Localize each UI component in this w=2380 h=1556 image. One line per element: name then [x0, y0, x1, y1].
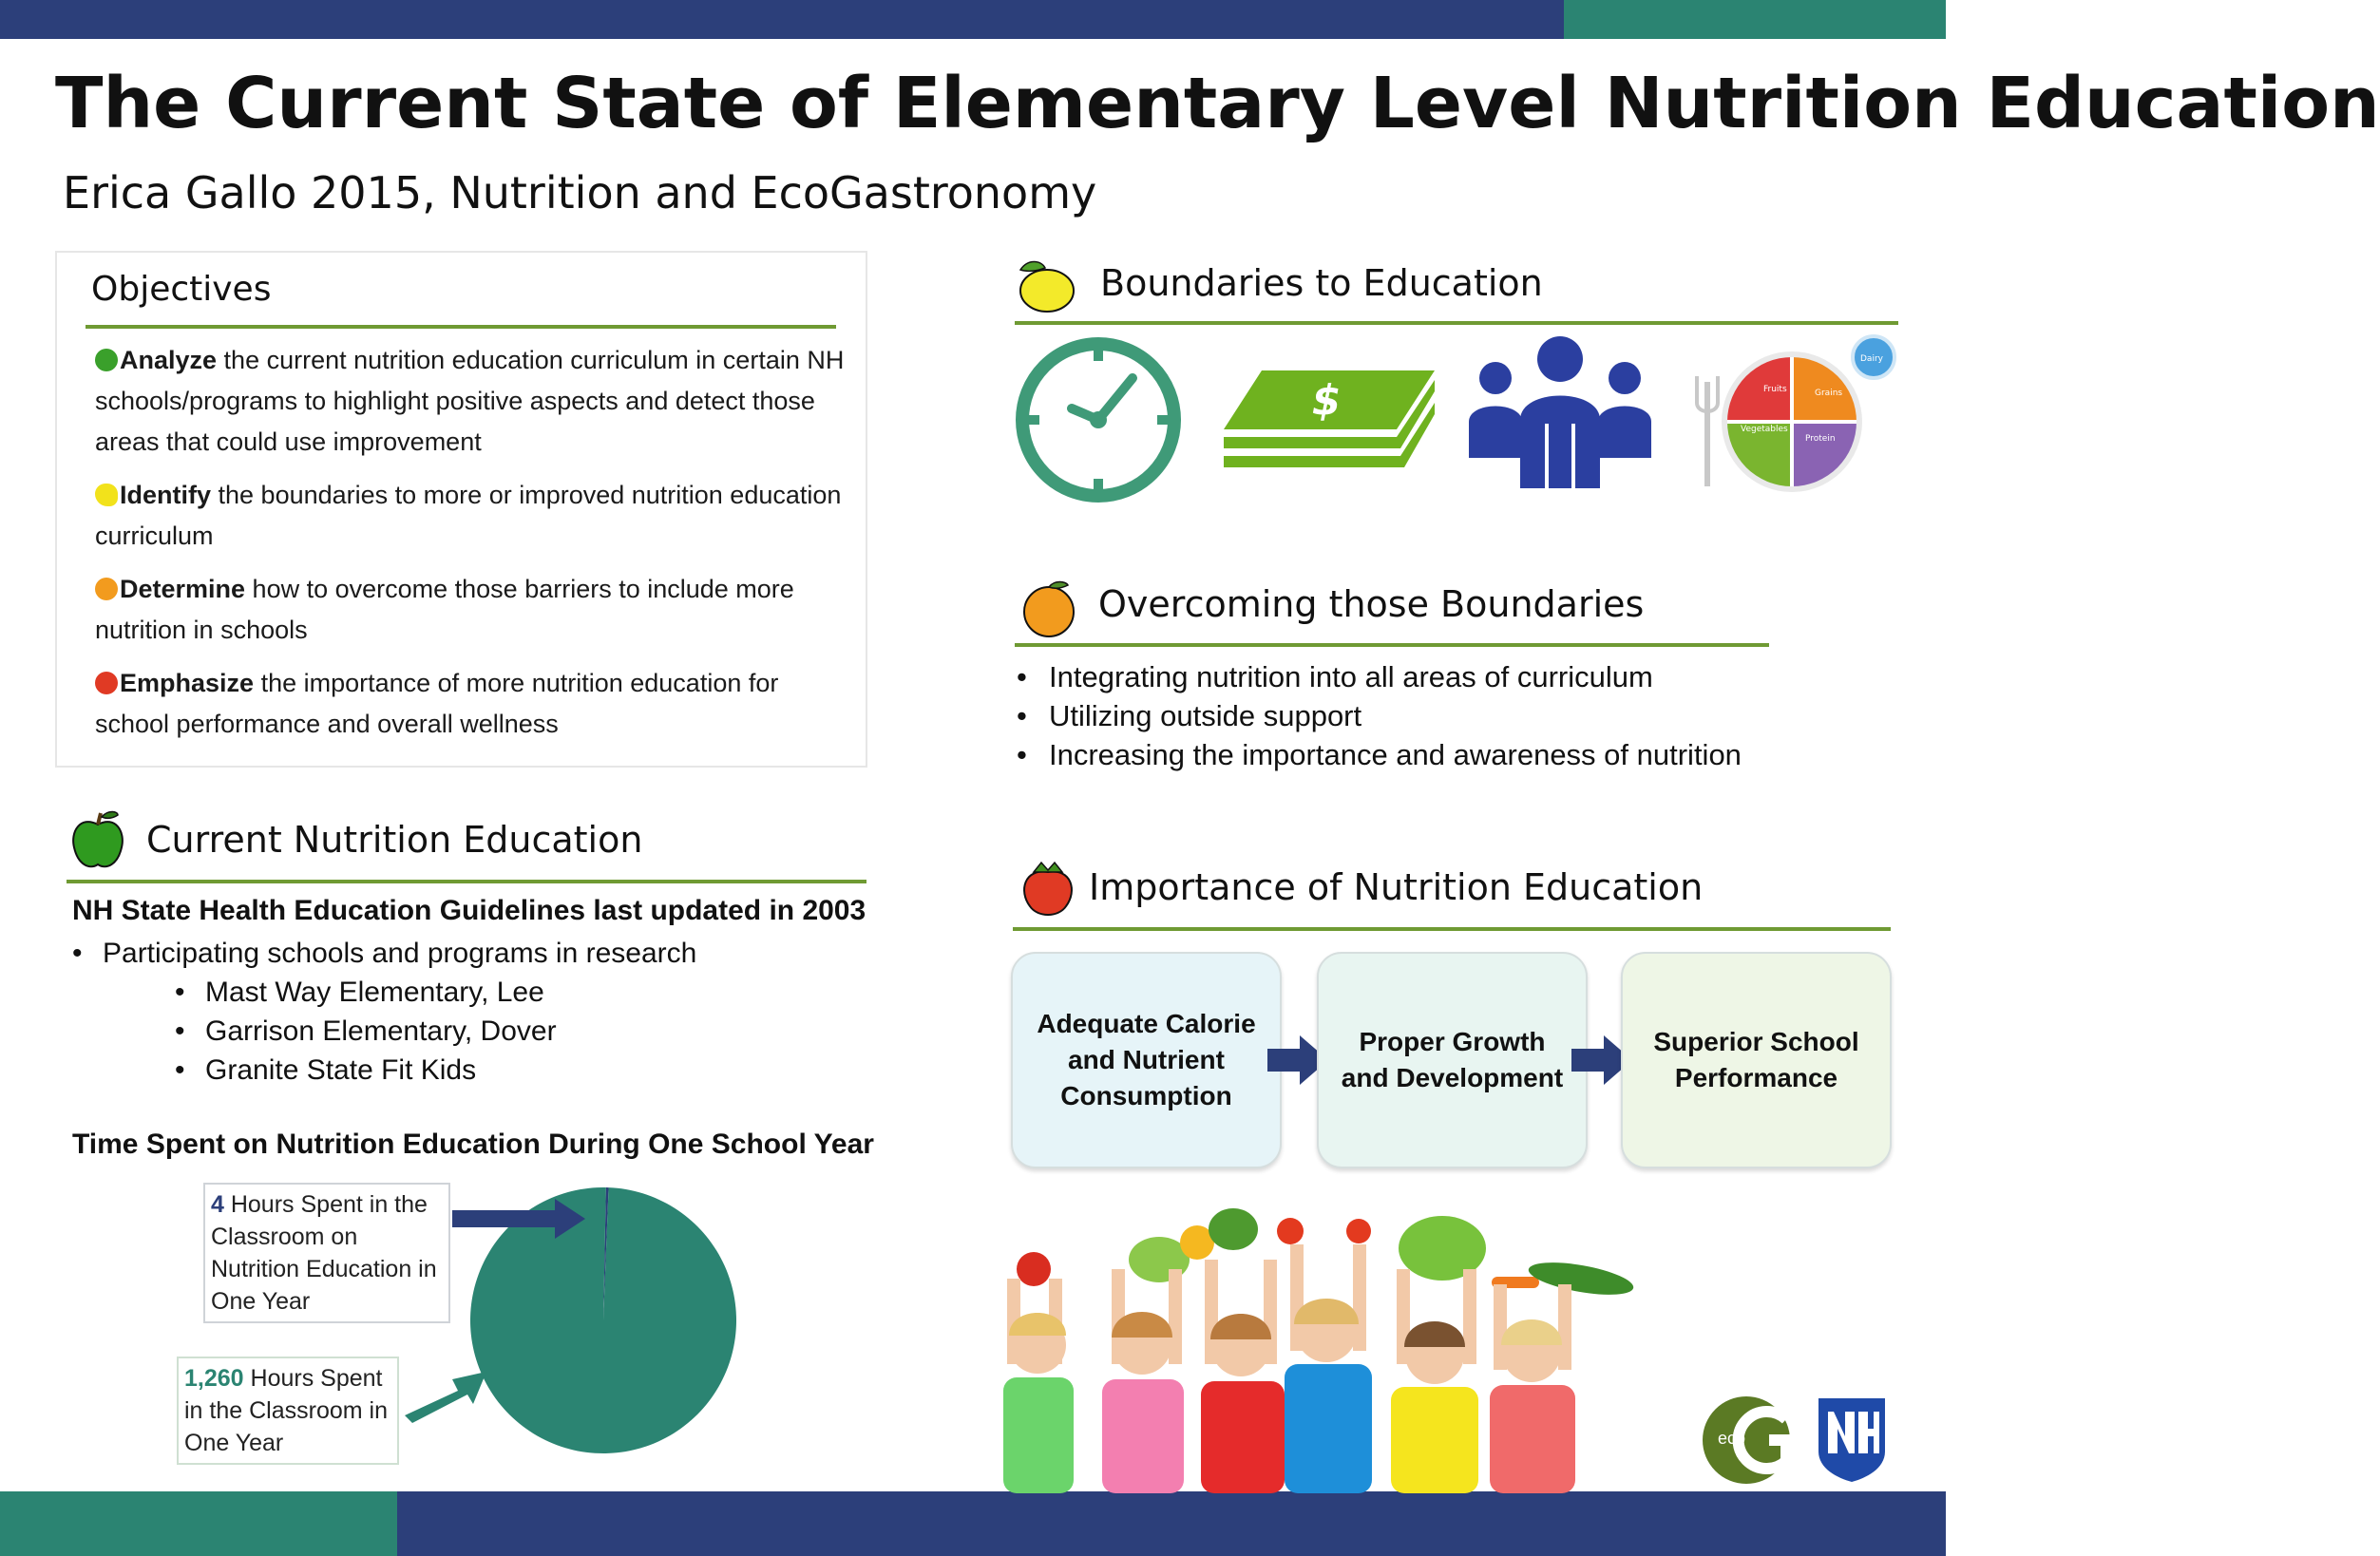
research-bullet: • Participating schools and programs in research — [72, 934, 696, 973]
plate-label: Vegetables — [1741, 425, 1788, 434]
plate-label: Grains — [1815, 389, 1843, 398]
callout-text: Hours Spent in the Classroom on Nutrition Education in One Year — [211, 1191, 437, 1315]
callout-arrow-small — [452, 1195, 595, 1243]
money-icon — [1224, 370, 1435, 477]
flow-step-label: Superior School Performance — [1653, 1027, 1859, 1092]
flow-step-label: Adequate Calorie and Nutrient Consumption — [1037, 1009, 1256, 1110]
callout-value: 4 — [211, 1191, 224, 1218]
poster-title: The Current State of Elementary Level Nutrition Education — [55, 63, 2380, 144]
objectives-heading: Objectives — [91, 270, 272, 309]
school-list — [175, 973, 557, 1090]
strawberry-icon — [1019, 859, 1077, 921]
eco-logo-text: eco — [1718, 1429, 1746, 1448]
current-nutrition-rule — [67, 880, 866, 883]
objective-item — [95, 569, 855, 651]
top-banner-accent — [1564, 0, 1946, 39]
callout-text: Hours Spent in the Classroom in One Year — [184, 1365, 388, 1456]
school-item: • Granite State Fit Kids — [175, 1051, 557, 1090]
eco-g-mark — [1748, 1402, 1792, 1478]
overcoming-item: • Increasing the importance and awareness of nutrition — [1017, 735, 1742, 774]
callout-total-hours — [177, 1357, 399, 1465]
lemon-icon — [95, 484, 118, 506]
importance-heading: Importance of Nutrition Education — [1089, 866, 1704, 908]
importance-rule — [1013, 927, 1891, 931]
plate-label: Fruits — [1763, 385, 1787, 394]
top-banner-bar — [0, 0, 1564, 39]
overcoming-item: • Integrating nutrition into all areas of curriculum — [1017, 657, 1742, 696]
poster-subtitle: Erica Gallo 2015, Nutrition and EcoGastronomy — [63, 167, 1097, 218]
callout-arrow-large — [399, 1357, 494, 1425]
orange-icon — [95, 578, 118, 600]
svg-text:$: $ — [1311, 376, 1342, 425]
objective-item — [95, 663, 855, 745]
flow-step-nutrition — [1011, 952, 1282, 1168]
guidelines-subheading: NH State Health Education Guidelines last updated in 2003 — [72, 895, 866, 926]
objective-verb: Emphasize — [120, 669, 255, 697]
strawberry-icon — [95, 672, 118, 694]
objective-text: the boundaries to more or improved nutrition education curriculum — [95, 481, 842, 550]
plate-label: Protein — [1805, 434, 1836, 444]
overcoming-rule — [1015, 643, 1769, 647]
chart-title: Time Spent on Nutrition Education During One School Year — [72, 1129, 874, 1160]
school-item: • Mast Way Elementary, Lee — [175, 973, 557, 1012]
overcoming-heading: Overcoming those Boundaries — [1098, 583, 1645, 625]
people-icon — [1467, 334, 1653, 488]
plate-label: Dairy — [1860, 354, 1883, 364]
objective-verb: Identify — [120, 481, 212, 509]
flow-step-performance — [1621, 952, 1892, 1168]
research-bullets — [72, 934, 696, 973]
clock-icon — [1013, 334, 1184, 505]
callout-nutrition-hours — [203, 1183, 450, 1323]
objective-text: the importance of more nutrition education for school performance and overall wellness — [95, 669, 779, 738]
bottom-banner-accent — [0, 1491, 397, 1556]
green-apple-icon — [70, 809, 125, 870]
boundaries-heading: Boundaries to Education — [1100, 262, 1543, 304]
objective-verb: Determine — [120, 575, 246, 603]
overcoming-list — [1017, 657, 1742, 774]
lemon-icon — [1013, 256, 1079, 315]
flow-step-growth — [1317, 952, 1588, 1168]
school-item: • Garrison Elementary, Dover — [175, 1012, 557, 1051]
objective-item — [95, 475, 855, 557]
myplate-icon — [1693, 334, 1881, 494]
children-with-vegetables-photo — [988, 1203, 1644, 1493]
objectives-box — [55, 251, 867, 768]
flow-step-label: Proper Growth and Development — [1341, 1027, 1564, 1092]
boundaries-rule — [1015, 321, 1898, 325]
unh-logo — [1817, 1396, 1887, 1484]
orange-icon — [1020, 579, 1079, 638]
objective-item — [95, 340, 855, 463]
callout-value: 1,260 — [184, 1365, 244, 1392]
bottom-banner-bar — [397, 1491, 1946, 1556]
objective-verb: Analyze — [120, 346, 218, 374]
objective-text: the current nutrition education curriculum in certain NH schools/programs to highlight positive aspects and detect those areas that could use improvement — [95, 346, 845, 456]
objectives-rule — [86, 325, 836, 329]
current-nutrition-heading: Current Nutrition Education — [146, 819, 643, 861]
green-apple-icon — [95, 349, 118, 371]
objective-text: how to overcome those barriers to include more nutrition in schools — [95, 575, 794, 644]
overcoming-item: • Utilizing outside support — [1017, 696, 1742, 735]
